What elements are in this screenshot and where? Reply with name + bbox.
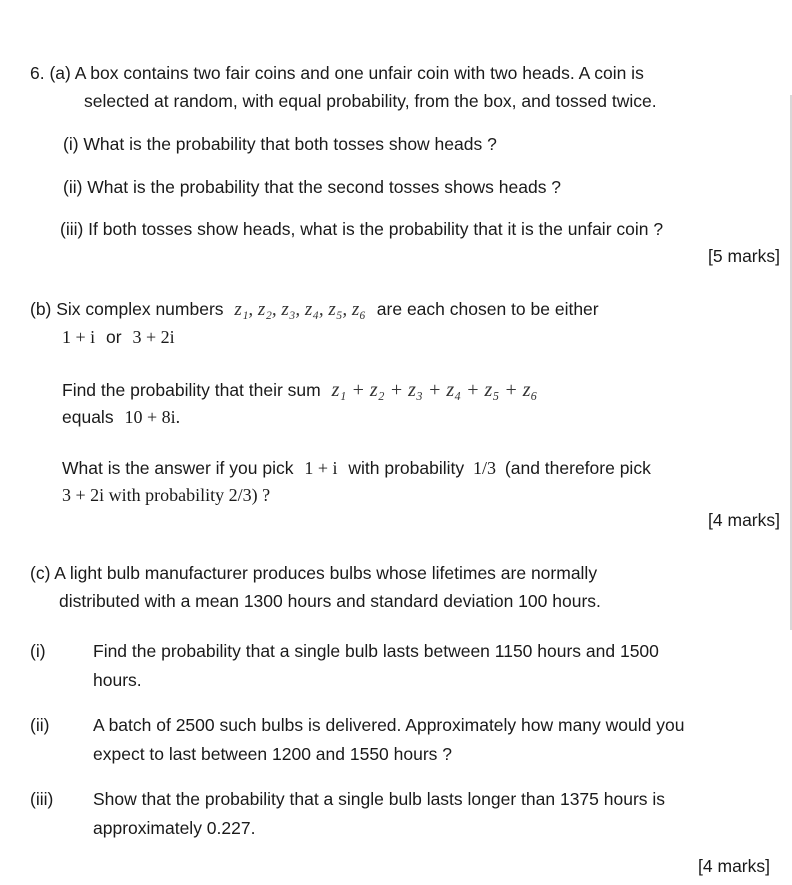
q6b-marks: [4 marks] bbox=[708, 510, 780, 530]
q6b-what-line bbox=[62, 457, 651, 479]
q6b-intro-text: (b) Six complex numbers bbox=[30, 299, 224, 319]
q6b-equals-line bbox=[62, 406, 180, 428]
q6b-option-2: 3 + 2i bbox=[132, 327, 175, 347]
q6a-line1: 6. (a) A box contains two fair coins and one unfair coin with two heads. A coin is bbox=[30, 63, 644, 83]
q6b-equals-label: equals bbox=[62, 407, 114, 427]
q6c-part-line1: Find the probability that a single bulb lasts between 1150 hours and 1500 bbox=[93, 641, 659, 661]
q6c-part-line1: A batch of 2500 such bulbs is delivered. Approximately how many would you bbox=[93, 715, 685, 735]
q6c-line2: distributed with a mean 1300 hours and standard deviation 100 hours. bbox=[59, 591, 601, 611]
q6c-part-line2: approximately 0.227. bbox=[93, 818, 256, 838]
q6b-intro-text-end: are each chosen to be either bbox=[376, 299, 599, 319]
q6b-variable-list: z₁, z₂, z₃, z₄, z₅, z₆ bbox=[234, 299, 366, 320]
q6c-part-line1: Show that the probability that a single bulb lasts longer than 1375 hours is bbox=[93, 789, 666, 809]
q6c-part-line2: expect to last between 1200 and 1550 hours ? bbox=[93, 744, 453, 764]
q6c-part-line2: hours. bbox=[93, 670, 142, 690]
q6a-marks: [5 marks] bbox=[708, 246, 780, 266]
q6b-equals-value: 10 + 8i. bbox=[124, 407, 181, 427]
q6c-part-label: (ii) bbox=[30, 715, 50, 735]
q6b-what-text: What is the answer if you pick bbox=[62, 458, 294, 478]
q6b-find-text: Find the probability that their sum bbox=[62, 380, 321, 400]
q6c-line1: (c) A light bulb manufacturer produces bulbs whose lifetimes are normally bbox=[30, 563, 598, 583]
q6a-part-i: (i) What is the probability that both tosses show heads ? bbox=[63, 134, 497, 154]
q6a-line2: selected at random, with equal probability, from the box, and tossed twice. bbox=[84, 91, 657, 111]
q6b-what-post: (and therefore pick bbox=[504, 458, 651, 478]
q6b-option-1: 1 + i bbox=[62, 327, 96, 347]
q6b-find-line bbox=[62, 379, 538, 401]
q6c-part-label: (iii) bbox=[30, 789, 54, 809]
q6b-what-prob: 1/3 bbox=[473, 458, 497, 478]
q6b-line1 bbox=[30, 298, 599, 321]
q6b-options bbox=[62, 326, 175, 348]
q6a-part-ii: (ii) What is the probability that the second tosses shows heads ? bbox=[63, 177, 562, 197]
q6b-line2: 3 + 2i with probability 2/3) ? bbox=[62, 485, 271, 505]
q6a-part-iii: (iii) If both tosses show heads, what is the probability that it is the unfair coin ? bbox=[60, 219, 664, 239]
q6b-what-mid: with probability bbox=[348, 458, 465, 478]
q6c-part-label: (i) bbox=[30, 641, 46, 661]
q6b-or: or bbox=[106, 327, 122, 347]
q6b-what-option: 1 + i bbox=[304, 458, 338, 478]
q6c-marks: [4 marks] bbox=[698, 856, 770, 876]
q6b-sum-expression: z₁ + z₂ + z₃ + z₄ + z₅ + z₆ bbox=[331, 379, 538, 401]
